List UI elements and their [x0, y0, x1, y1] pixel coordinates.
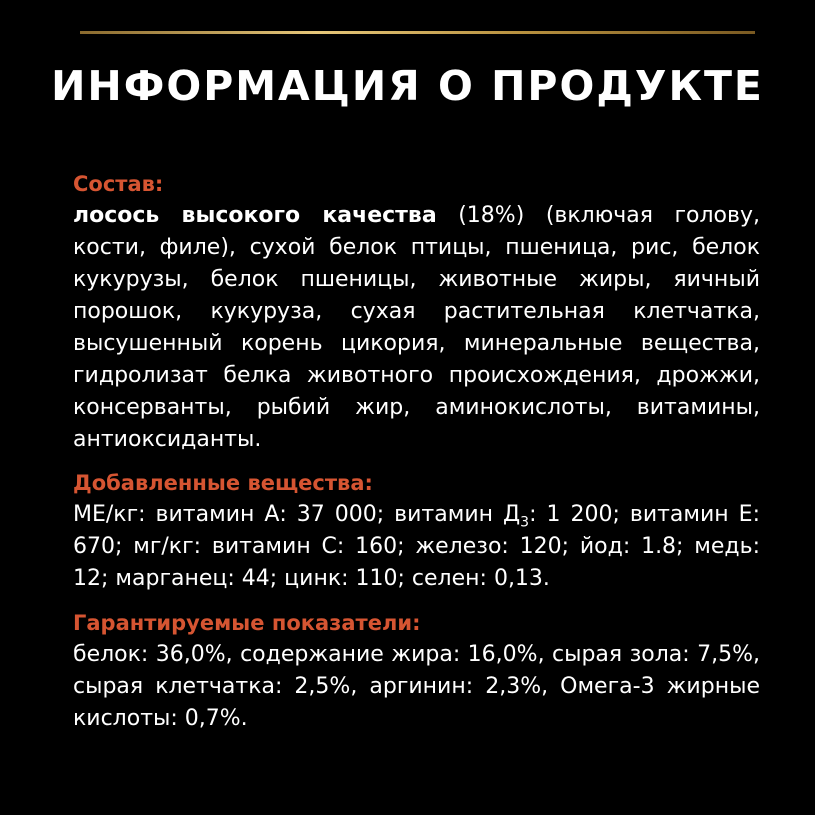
- composition-heading: Состав:: [73, 172, 164, 196]
- gold-divider: [80, 31, 755, 34]
- page-title: ИНФОРМАЦИЯ О ПРОДУКТЕ: [51, 62, 764, 110]
- additives-heading: Добавленные вещества:: [73, 471, 373, 495]
- composition-lead: лосось высокого качества: [73, 203, 437, 228]
- additives-text: [73, 499, 760, 595]
- guaranteed-heading: Гарантируемые показатели:: [73, 611, 421, 635]
- composition-body: (18%) (включая голову, кости, филе), сухой белок птицы, пшеница, рис, белок кукурузы, белок пшеницы, животные жиры, яичный порошок, кукуруза, сухая растительная клетчатка, высушенный корень цикория, минеральные вещества, гидролизат белка животного происхождения, дрожжи, консерванты, рыбий жир, аминокислоты, витамины, антиоксиданты.: [73, 203, 760, 452]
- additives-body-start: МЕ/кг: витамин А: 37 000; витамин Д: [73, 502, 521, 527]
- info-content: [73, 168, 760, 735]
- composition-text: [73, 200, 760, 456]
- additives-body-end: : 1 200; витамин Е: 670; мг/кг: витамин С: 160; железо: 120; йод: 1.8; медь: 12; марганец: 44; цинк: 110; селен: 0,13.: [73, 502, 760, 591]
- additives-subscript: 3: [520, 514, 530, 531]
- guaranteed-text: белок: 36,0%, содержание жира: 16,0%, сырая зола: 7,5%, сырая клетчатка: 2,5%, аргинин: 2,3%, Омега-3 жирные кислоты: 0,7%.: [73, 642, 760, 731]
